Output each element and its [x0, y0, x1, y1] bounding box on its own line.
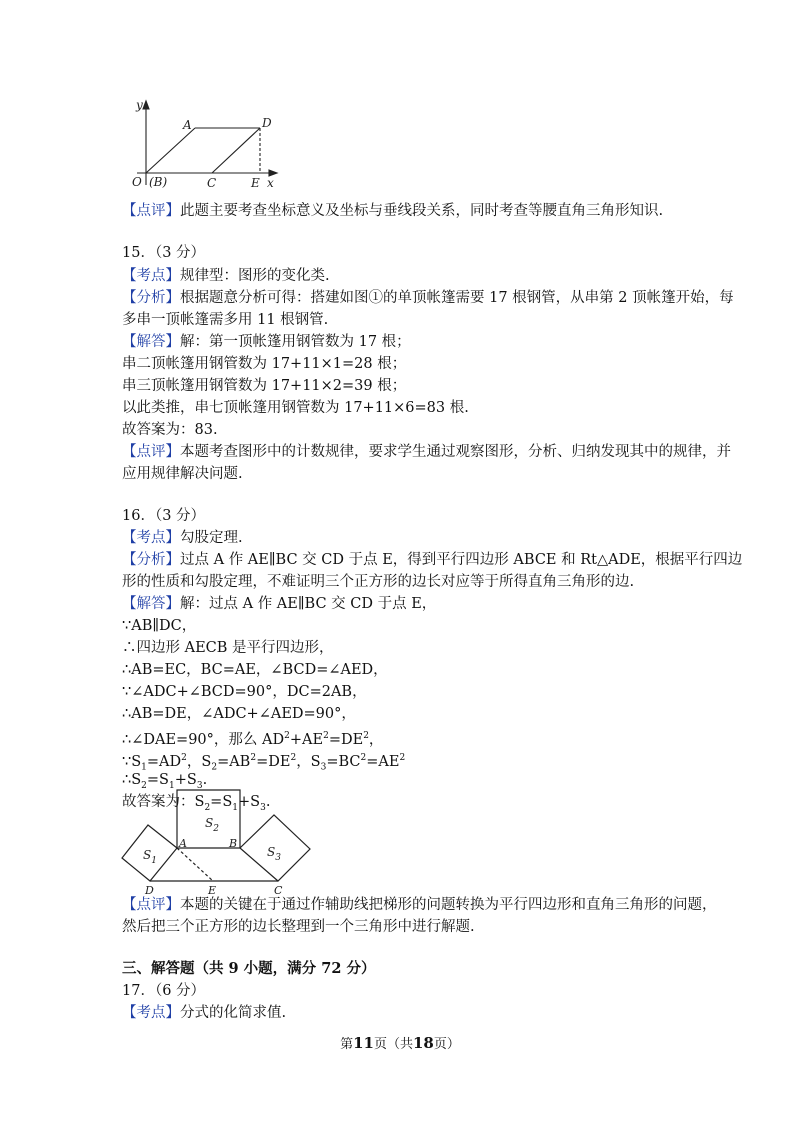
analysis-line: 过点 A 作 AE∥BC 交 CD 于点 E，得到平行四边形 ABCE 和 Rt△ADE，根据平行四边	[180, 552, 743, 568]
comment-tag: 点评	[136, 897, 166, 913]
label-o: O	[132, 175, 142, 189]
point-text: 勾股定理.	[180, 530, 243, 546]
page-footer: 第11页（共18页）	[340, 1034, 460, 1052]
q15-comment: 【点评】本题考查图形中的计数规律，要求学生通过观察图形，分析、归纳发现其中的规律，并	[122, 444, 731, 460]
q16-step-9: $\therefore S_2=S_1+S_3$.	[122, 772, 208, 791]
label-c: C	[274, 884, 283, 897]
label-a: A	[179, 837, 187, 850]
segment-ae	[177, 848, 213, 881]
point-tag: 考点	[136, 268, 166, 284]
total-pages: 18	[413, 1034, 434, 1052]
comment-line: 本题的关键在于通过作辅助线把梯形的问题转换为平行四边形和直角三角形的问题，	[180, 897, 717, 913]
svg-text:S2	[205, 816, 219, 834]
label-s3-sub: 3	[275, 853, 281, 863]
comment-tag: 点评	[136, 203, 166, 219]
point-text: 分式的化简求值.	[180, 1005, 287, 1021]
label-s3: S	[267, 845, 276, 859]
squares-figure	[115, 785, 325, 897]
q15-analysis: 【分析】根据题意分析可得：搭建如图①的单顶帐篷需要 17 根钢管，从串第 2 顶帐篷开始，每	[122, 290, 734, 306]
q16-comment: 【点评】本题的关键在于通过作辅助线把梯形的问题转换为平行四边形和直角三角形的问题，	[122, 897, 717, 913]
page-number: 11	[353, 1034, 374, 1052]
q15-answer-line5: 故答案为：83.	[122, 422, 218, 438]
q15-answer-line4: 以此类推，串七顶帐篷用钢管数为 17+11×6=83 根.	[122, 400, 469, 416]
q15-point: 【考点】规律型：图形的变化类.	[122, 268, 330, 284]
label-s2-sub: 2	[213, 824, 219, 834]
q15-answer-line2: 串二顶帐篷用钢管数为 17+11×1=28 根；	[122, 356, 407, 372]
q16-step-6: ∴AB=DE，∠ADC+∠AED=90°，	[122, 706, 356, 722]
segment-cd	[212, 128, 260, 173]
q17-header: 17．（6 分）	[122, 983, 206, 999]
q16-step-4: ∴AB=EC，BC=AE，∠BCD=∠AED，	[122, 662, 388, 678]
q16-point: 【考点】勾股定理.	[122, 530, 243, 546]
q16-final-answer: 故答案为：$S_2=S_1+S_3$.	[122, 794, 271, 813]
comment-line: 本题考查图形中的计数规律，要求学生通过观察图形，分析、归纳发现其中的规律，并	[180, 444, 731, 460]
label-x: x	[267, 176, 274, 190]
analysis-tag: 分析	[136, 552, 166, 568]
q16-analysis-cont: 形的性质和勾股定理，不难证明三个正方形的边长对应等于所得直角三角形的边.	[122, 574, 635, 590]
segment-oa	[146, 128, 195, 173]
q16-step-8: $\because S_1=AD^2$，$S_2=AB^2=DE^2$，$S_3=BC^2=AE^2$	[122, 753, 406, 773]
q15-header: 15．（3 分）	[122, 245, 206, 261]
label-a: A	[183, 118, 192, 132]
svg-text:S3	[267, 845, 281, 863]
q16-answer: 【解答】解：过点 A 作 AE∥BC 交 CD 于点 E，	[122, 596, 437, 612]
label-c: C	[207, 176, 217, 190]
q15-answer: 【解答】解：第一顶帐篷用钢管数为 17 根；	[122, 334, 411, 350]
point-tag: 考点	[136, 530, 166, 546]
comment-tag: 点评	[136, 444, 166, 460]
answer-line: 解：第一顶帐篷用钢管数为 17 根；	[180, 334, 411, 350]
label-y: y	[136, 98, 143, 112]
label-s1-sub: 1	[151, 856, 157, 866]
analysis-tag: 分析	[136, 290, 166, 306]
point-text: 规律型：图形的变化类.	[180, 268, 330, 284]
label-b: B	[229, 837, 238, 850]
label-b: (B)	[149, 175, 168, 189]
y-axis-arrow	[143, 101, 149, 109]
q16-step-5: ∵∠ADC+∠BCD=90°，DC=2AB，	[122, 684, 367, 700]
q16-comment-cont: 然后把三个正方形的边长整理到一个三角形中进行解题.	[122, 919, 475, 935]
answer-line: 解：过点 A 作 AE∥BC 交 CD 于点 E，	[180, 596, 437, 612]
q16-step-2: ∵AB∥DC，	[122, 618, 197, 634]
label-d: D	[262, 116, 272, 130]
section-heading: 三、解答题（共 9 小题，满分 72 分）	[122, 960, 376, 977]
label-e: E	[251, 176, 260, 190]
analysis-line: 根据题意分析可得：搭建如图①的单顶帐篷需要 17 根钢管，从串第 2 顶帐篷开始，每	[180, 290, 734, 306]
q16-header: 16．（3 分）	[122, 508, 206, 524]
q17-point: 【考点】分式的化简求值.	[122, 1005, 287, 1021]
point-tag: 考点	[136, 1005, 166, 1021]
coordinate-figure	[115, 95, 290, 195]
label-s1: S	[143, 848, 152, 862]
q16-step-7: ∴∠DAE=90°，那么 $AD^2+AE^2=DE^2$，	[122, 731, 384, 748]
q15-comment-cont: 应用规律解决问题.	[122, 466, 243, 482]
q14-comment: 【点评】此题主要考查坐标意义及坐标与垂线段关系，同时考查等腰直角三角形知识.	[122, 203, 664, 219]
svg-text:S1	[143, 848, 157, 866]
answer-tag: 解答	[136, 596, 166, 612]
answer-tag: 解答	[136, 334, 166, 350]
label-e: E	[208, 884, 217, 897]
comment-text: 此题主要考查坐标意义及坐标与垂线段关系，同时考查等腰直角三角形知识.	[180, 203, 664, 219]
label-d: D	[145, 884, 154, 897]
q15-answer-line3: 串三顶帐篷用钢管数为 17+11×2=39 根；	[122, 378, 407, 394]
q16-step-3: ∴四边形 AECB 是平行四边形，	[122, 640, 334, 656]
q15-analysis-cont: 多串一顶帐篷需多用 11 根钢管.	[122, 312, 329, 328]
label-s2: S	[205, 816, 214, 830]
q16-analysis: 【分析】过点 A 作 AE∥BC 交 CD 于点 E，得到平行四边形 ABCE 和 Rt△ADE，根据平行四边	[122, 552, 743, 568]
